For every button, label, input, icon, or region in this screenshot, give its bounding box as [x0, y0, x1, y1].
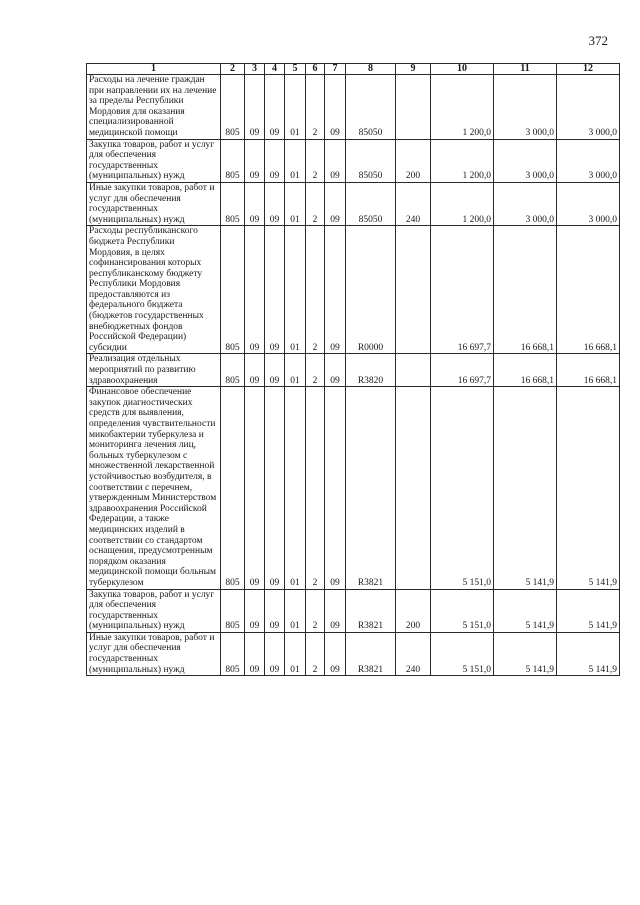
cell-code: 85050	[346, 139, 396, 182]
cell-code: 01	[285, 632, 306, 675]
cell-code: 01	[285, 387, 306, 589]
column-header: 1	[87, 64, 221, 75]
table-row	[87, 182, 620, 225]
column-header: 4	[265, 64, 285, 75]
cell-code: 09	[265, 632, 285, 675]
cell-code: 2	[306, 632, 325, 675]
cell-amount: 5 151,0	[431, 589, 494, 632]
column-header: 5	[285, 64, 306, 75]
cell-code: 200	[396, 139, 431, 182]
cell-code: 09	[245, 139, 265, 182]
cell-code: 01	[285, 75, 306, 140]
cell-code: 2	[306, 139, 325, 182]
cell-amount: 16 697,7	[431, 226, 494, 354]
table-row	[87, 354, 620, 387]
cell-code: 200	[396, 589, 431, 632]
cell-code: 09	[245, 354, 265, 387]
cell-amount: 1 200,0	[431, 182, 494, 225]
cell-amount: 5 151,0	[431, 632, 494, 675]
cell-code: 2	[306, 387, 325, 589]
cell-code: 09	[265, 226, 285, 354]
cell-code: R0000	[346, 226, 396, 354]
cell-amount: 5 141,9	[557, 589, 620, 632]
cell-amount: 5 141,9	[494, 632, 557, 675]
cell-code: 09	[265, 354, 285, 387]
row-description: Иные закупки товаров, работ и услуг для обеспечения государственных (муниципальных) нужд	[87, 182, 221, 225]
column-header: 6	[306, 64, 325, 75]
cell-amount: 16 668,1	[494, 226, 557, 354]
row-description: Реализация отдельных мероприятий по развитию здравоохранения	[87, 354, 221, 387]
budget-table	[86, 63, 620, 676]
cell-code: 805	[221, 387, 245, 589]
column-header: 7	[325, 64, 346, 75]
cell-amount: 1 200,0	[431, 75, 494, 140]
cell-code: 09	[325, 589, 346, 632]
cell-code: 805	[221, 226, 245, 354]
table-row	[87, 75, 620, 140]
cell-code: 01	[285, 589, 306, 632]
cell-code: 09	[325, 75, 346, 140]
cell-amount: 16 668,1	[557, 354, 620, 387]
cell-code	[396, 354, 431, 387]
cell-amount: 3 000,0	[494, 139, 557, 182]
cell-code	[396, 387, 431, 589]
cell-code: 09	[245, 182, 265, 225]
cell-code: 805	[221, 139, 245, 182]
row-description: Расходы на лечение граждан при направлении их на лечение за пределы Республики Мордовия для оказания специализированной медицинской помощи	[87, 75, 221, 140]
cell-code: 85050	[346, 182, 396, 225]
row-description: Финансовое обеспечение закупок диагностических средств для выявления, определения чувствительности микобактерии туберкулеза и мониторинга лечения лиц, больных туберкулезом с множественной лекарственной устойчивостью возбудителя, в соответствии с перечнем, утвержденным Министерством здравоохранения Российской Федерации, а также медицинских изделий в соответствии со стандартом оснащения, предусмотренным порядком оказания медицинской помощи больным туберкулезом	[87, 387, 221, 589]
table-row	[87, 632, 620, 675]
cell-code: 09	[245, 226, 265, 354]
cell-code: 2	[306, 75, 325, 140]
cell-code: 805	[221, 632, 245, 675]
cell-code: 240	[396, 632, 431, 675]
cell-code	[396, 226, 431, 354]
column-header: 9	[396, 64, 431, 75]
cell-amount: 3 000,0	[557, 75, 620, 140]
cell-code: 805	[221, 182, 245, 225]
cell-code: R3821	[346, 387, 396, 589]
cell-code: 240	[396, 182, 431, 225]
cell-amount: 16 668,1	[557, 226, 620, 354]
cell-code: 805	[221, 354, 245, 387]
table-row	[87, 387, 620, 589]
page-number: 372	[588, 33, 608, 48]
cell-amount: 16 668,1	[494, 354, 557, 387]
cell-amount: 3 000,0	[494, 182, 557, 225]
cell-code: 805	[221, 75, 245, 140]
cell-code: 09	[245, 632, 265, 675]
cell-code: 09	[265, 139, 285, 182]
column-header: 8	[346, 64, 396, 75]
cell-code: 2	[306, 589, 325, 632]
column-header: 2	[221, 64, 245, 75]
cell-amount: 3 000,0	[494, 75, 557, 140]
cell-amount: 5 151,0	[431, 387, 494, 589]
table-row	[87, 139, 620, 182]
cell-code: 09	[265, 75, 285, 140]
cell-code: 09	[325, 387, 346, 589]
column-header: 10	[431, 64, 494, 75]
row-description: Иные закупки товаров, работ и услуг для обеспечения государственных (муниципальных) нужд	[87, 632, 221, 675]
cell-code: 01	[285, 139, 306, 182]
cell-code: 805	[221, 589, 245, 632]
cell-code: 09	[245, 589, 265, 632]
cell-code: 09	[265, 589, 285, 632]
cell-code: 09	[325, 139, 346, 182]
cell-code: 09	[265, 387, 285, 589]
cell-amount: 5 141,9	[557, 632, 620, 675]
cell-amount: 5 141,9	[494, 387, 557, 589]
cell-amount: 16 697,7	[431, 354, 494, 387]
cell-amount: 5 141,9	[557, 387, 620, 589]
cell-code: 09	[325, 226, 346, 354]
table-row	[87, 226, 620, 354]
cell-amount: 3 000,0	[557, 139, 620, 182]
cell-code: R3821	[346, 632, 396, 675]
cell-amount: 5 141,9	[494, 589, 557, 632]
cell-code: 09	[265, 182, 285, 225]
row-description: Закупка товаров, работ и услуг для обеспечения государственных (муниципальных) нужд	[87, 589, 221, 632]
table-row	[87, 589, 620, 632]
row-description: Расходы республиканского бюджета Республики Мордовия, в целях софинансирования которых республиканскому бюджету Республики Мордовия предоставляются из федерального бюджета (бюджетов государственных внебюджетных фондов Российской Федерации) субсидии	[87, 226, 221, 354]
row-description: Закупка товаров, работ и услуг для обеспечения государственных (муниципальных) нужд	[87, 139, 221, 182]
column-header: 3	[245, 64, 265, 75]
cell-code: 85050	[346, 75, 396, 140]
cell-code: R3821	[346, 589, 396, 632]
cell-code: 2	[306, 182, 325, 225]
cell-amount: 1 200,0	[431, 139, 494, 182]
table-header-row	[87, 64, 620, 75]
cell-code: 09	[245, 75, 265, 140]
cell-code: 09	[325, 354, 346, 387]
cell-code: 01	[285, 182, 306, 225]
column-header: 11	[494, 64, 557, 75]
column-header: 12	[557, 64, 620, 75]
cell-code: 01	[285, 226, 306, 354]
cell-amount: 3 000,0	[557, 182, 620, 225]
cell-code: 2	[306, 226, 325, 354]
cell-code: 2	[306, 354, 325, 387]
cell-code	[396, 75, 431, 140]
cell-code: 09	[245, 387, 265, 589]
cell-code: R3820	[346, 354, 396, 387]
cell-code: 01	[285, 354, 306, 387]
cell-code: 09	[325, 632, 346, 675]
cell-code: 09	[325, 182, 346, 225]
